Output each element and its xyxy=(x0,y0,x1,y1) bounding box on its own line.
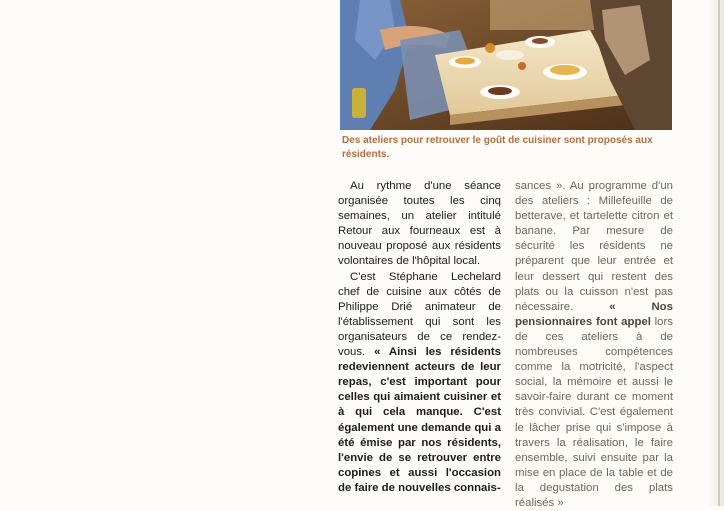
article-column-2 xyxy=(515,179,673,511)
article-quote: « Ainsi les résidents redeviennent acteurs de leur repas, c'est important pour celles qui aimaient cuisiner et à qui cela manque. C'est également une demande qui a été émise par nos résidents, l'envie de se retrouver entre copines et aussi l'occasion de faire de nouvelles connais- xyxy=(338,346,501,494)
article-quote: « Nos pensionnaires font appel xyxy=(515,300,673,328)
article-text: sances ». Au programme d'un des ateliers : Millefeuille de betterave, et tartelette citron et banane. Par mesure de sécurité les résidents ne préparent que leur entrée et leur dessert qui restent des plats ou la cuisson n'est pas nécessaire. xyxy=(515,180,673,313)
article-text: C'est Stéphane Lechelard chef de cuisine aux côtés de Philippe Drié animateur de l'établissement qui sont les organisateurs de ce rendez-vous. xyxy=(338,270,501,359)
page-fold-line xyxy=(718,0,720,506)
article-text: lors de ces ateliers à de nombreuses compétences comme la motricité, l'aspect social, la mémoire et aussi le savoir-faire durant ce moment très convivial. C'est également le lâcher prise qui s'impose à travers la réalisation, le faire ensemble, suivi ensuite par la mise en place de la table et de la degustation des plats réalisés » xyxy=(515,315,673,509)
article-photo xyxy=(340,0,672,130)
photo-caption: Des ateliers pour retrouver le goût de cuisiner sont proposés aux résidents. xyxy=(342,135,653,160)
article-paragraph: Au rythme d'une séance organisée toutes les cinq semaines, un atelier intitulé Retour aux fourneaux est à nouveau proposé aux résidents volontaires de l'hôpital local. xyxy=(338,180,501,268)
page-edge-shadow xyxy=(708,0,724,506)
article-paragraph xyxy=(515,179,673,511)
article-column-1 xyxy=(338,179,501,496)
article-paragraph xyxy=(338,270,501,496)
photo-dinner-table-icon xyxy=(340,0,672,130)
